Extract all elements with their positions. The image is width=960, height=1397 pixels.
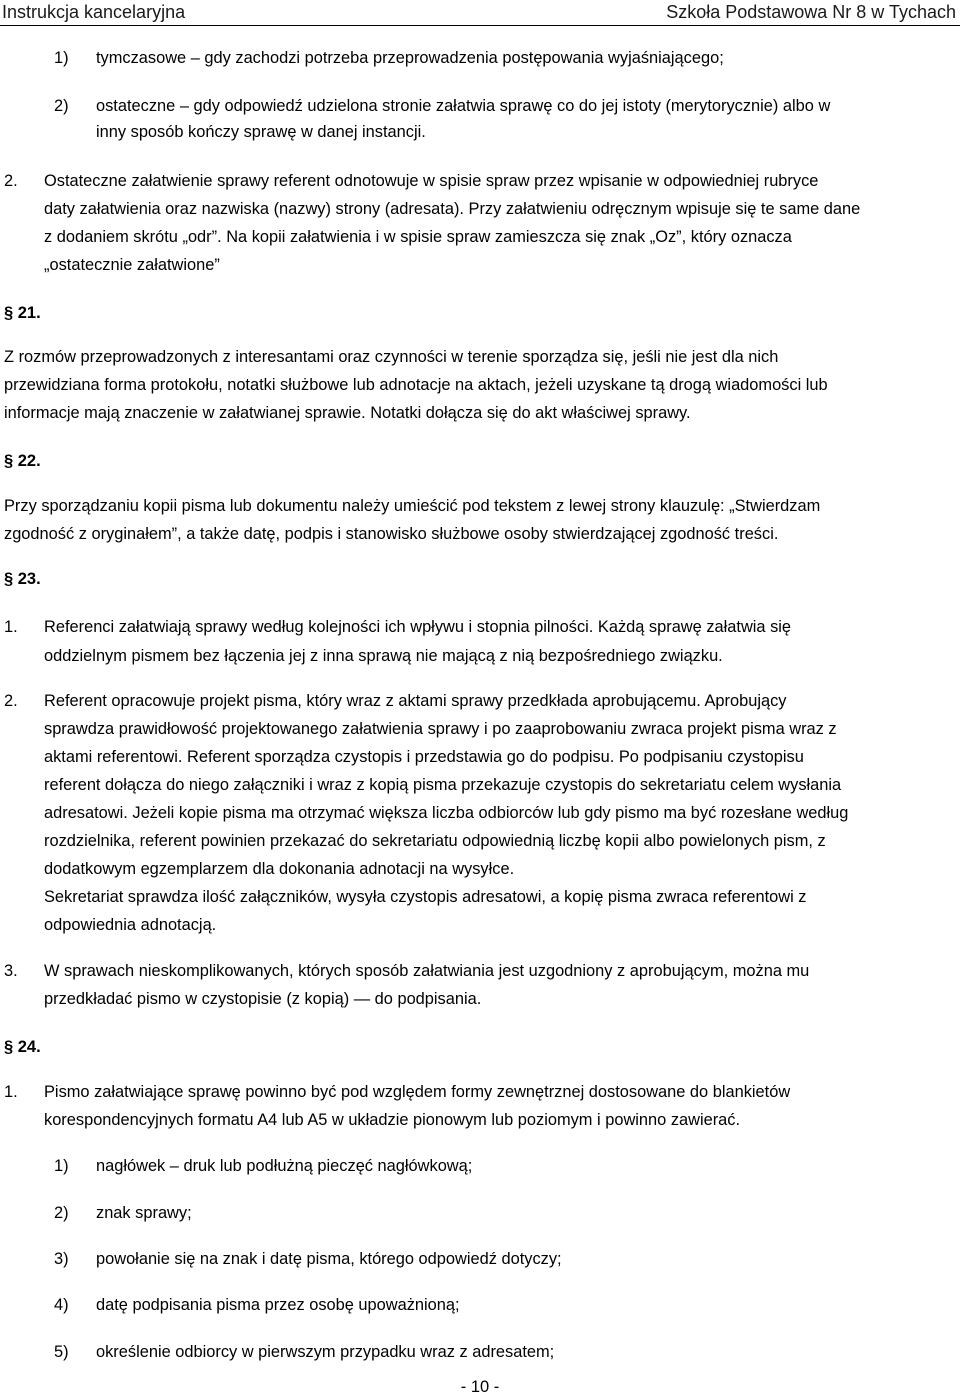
sub-item-number: 1): [54, 49, 69, 67]
sub-item-number: 1): [54, 1157, 69, 1175]
page-header: [0, 0, 960, 26]
item-text: Referent opracowuje projekt pisma, który wraz z aktami sprawy przedkłada aprobującemu. Aprobujący: [44, 692, 787, 710]
point-text: „ostatecznie załatwione”: [44, 256, 220, 274]
paragraph-line: zgodność z oryginałem”, a także datę, podpis i stanowisko służbowe osoby stwierdzającej zgodność treści.: [4, 525, 779, 543]
item-text: adresatowi. Jeżeli kopie pisma ma otrzymać większa liczba odbiorców lub gdy pismo ma być rozesłane według: [44, 804, 849, 822]
section-heading: § 24.: [4, 1038, 41, 1056]
sub-item-number: 2): [54, 97, 69, 115]
item-text: przedkładać pismo w czystopisie (z kopią) — do podpisania.: [44, 990, 482, 1008]
paragraph-line: przewidziana forma protokołu, notatki służbowe lub adnotacje na aktach, jeżeli uzyskane tą drogą wiadomości lub: [4, 376, 828, 394]
item-text: dodatkowym egzemplarzem dla dokonania adnotacji na wysyłce.: [44, 860, 515, 878]
section-heading: § 23.: [4, 570, 41, 588]
header-school: Szkoła Podstawowa Nr 8 w Tychach: [666, 2, 956, 22]
point-text: z dodaniem skrótu „odr”. Na kopii załatwienia i w spisie spraw zamieszcza się znak „Oz”, który oznacza: [44, 228, 792, 246]
paragraph-line: Z rozmów przeprowadzonych z interesantami oraz czynności w terenie sporządza się, jeśli nie jest dla nich: [4, 348, 779, 366]
sub-item-text: ostateczne – gdy odpowiedź udzielona stronie załatwia sprawę co do jej istoty (merytorycznie) albo w: [96, 97, 831, 115]
item-number: 1.: [4, 1083, 18, 1101]
paragraph-line: informacje mają znaczenie w załatwianej sprawie. Notatki dołącza się do akt właściwej sprawy.: [4, 404, 691, 422]
sub-item-number: 5): [54, 1343, 69, 1361]
point-text: Ostateczne załatwienie sprawy referent odnotowuje w spisie spraw przez wpisanie w odpowiedniej rubryce: [44, 172, 819, 190]
sub-item-number: 3): [54, 1250, 69, 1268]
page-number: - 10 -: [460, 1378, 500, 1396]
sub-item-text: inny sposób kończy sprawę w danej instancji.: [96, 123, 426, 141]
header-title: Instrukcja kancelaryjna: [2, 2, 186, 22]
item-text: sprawdza prawidłowość projektowanego załatwienia sprawy i po zaaprobowaniu zwraca projekt pisma wraz z: [44, 720, 837, 738]
point-number: 2.: [4, 172, 18, 190]
item-text: Sekretariat sprawdza ilość załączników, wysyła czystopis adresatowi, a kopię pisma zwraca referentowi z: [44, 888, 807, 906]
sub-item-number: 4): [54, 1296, 69, 1314]
sub-item-text: tymczasowe – gdy zachodzi potrzeba przeprowadzenia postępowania wyjaśniającego;: [96, 49, 724, 67]
paragraph-line: Przy sporządzaniu kopii pisma lub dokumentu należy umieścić pod tekstem z lewej strony klauzulę: „Stwierdzam: [4, 497, 821, 515]
item-number: 1.: [4, 618, 18, 636]
item-text: aktami referentowi. Referent sporządza czystopis i przedstawia go do podpisu. Po podpisaniu czystopisu: [44, 748, 804, 766]
item-text: Referenci załatwiają sprawy według kolejności ich wpływu i stopnia pilności. Każdą sprawę załatwia się: [44, 618, 792, 636]
item-number: 3.: [4, 962, 18, 980]
sub-item-number: 2): [54, 1204, 69, 1222]
item-number: 2.: [4, 692, 18, 710]
item-text: Pismo załatwiające sprawę powinno być pod względem formy zewnętrznej dostosowane do blankietów: [44, 1083, 791, 1101]
sub-item-text: nagłówek – druk lub podłużną pieczęć nagłówkową;: [96, 1157, 473, 1175]
section-heading: § 21.: [4, 304, 41, 322]
sub-item-text: powołanie się na znak i datę pisma, którego odpowiedź dotyczy;: [96, 1250, 562, 1268]
item-text: rozdzielnika, referent powinien przekazać do sekretariatu odpowiednią liczbę kopii albo powielonych pism, z: [44, 832, 826, 850]
point-text: daty załatwienia oraz nazwiska (nazwy) strony (adresata). Przy załatwieniu odręcznym wpisuje się te same dane: [44, 200, 861, 218]
item-text: W sprawach nieskomplikowanych, których sposób załatwiania jest uzgodniony z aprobującym, można mu: [44, 962, 810, 980]
section-heading: § 22.: [4, 452, 41, 470]
item-text: korespondencyjnych formatu A4 lub A5 w układzie pionowym lub poziomym i powinno zawierać.: [44, 1111, 741, 1129]
sub-item-text: znak sprawy;: [96, 1204, 192, 1222]
item-text: oddzielnym pismem bez łączenia jej z inna sprawą nie mającą z nią bezpośredniego związku.: [44, 647, 723, 665]
header-rule: [0, 25, 960, 26]
sub-item-text: datę podpisania pisma przez osobę upoważnioną;: [96, 1296, 460, 1314]
sub-item-text: określenie odbiorcy w pierwszym przypadku wraz z adresatem;: [96, 1343, 555, 1361]
item-text: referent dołącza do niego załączniki i wraz z kopią pisma przekazuje czystopis do sekretariatu celem wysłania: [44, 776, 842, 794]
item-text: odpowiednia adnotacją.: [44, 916, 217, 934]
